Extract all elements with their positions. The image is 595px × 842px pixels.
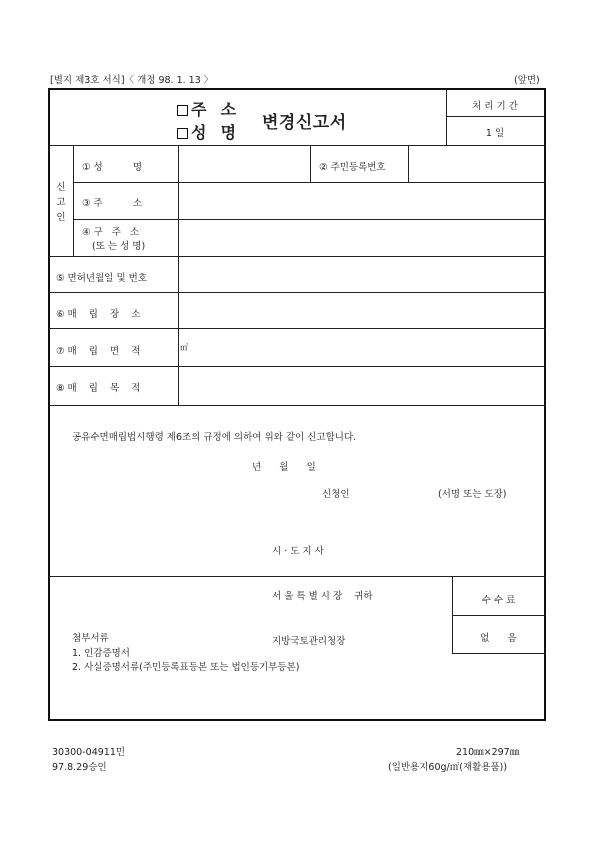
title-option-address: 주 소 [177,97,237,120]
recipients: 시 · 도 지 사 서 울 특 별 시 장 귀하 지방국토관리청장 [272,546,373,647]
address-label: ③ 주 소 [82,198,143,209]
address-field[interactable] [180,184,542,218]
form-title: 변경신고서 [262,113,347,133]
name-field[interactable] [180,147,308,181]
id-value-divider [408,145,409,182]
area-label: ⑦ 매 립 면 적 [56,346,141,357]
sign-note: (서명 또는 도장) [438,489,507,500]
attachment-item: 2. 사실증명서류(주민등록표등본 또는 법인등기부등본) [72,662,300,673]
site-label: ⑥ 매 립 장 소 [56,309,141,320]
old-address-label: ④ 구 주 소 [82,227,140,238]
row-line [49,405,545,406]
paper-type: (일반용지60g/㎡(재활용품)) [388,762,508,773]
proc-row-line [446,116,544,117]
name-id-divider [310,145,311,182]
page-side-label: (앞면) [514,75,540,86]
declaration-text: 공유수면매립법시행령 제6조의 규정에 의하여 위와 같이 신고합니다. [72,432,357,443]
license-label: ⑤ 면허년월일 및 번호 [56,273,147,284]
row-line [49,328,545,329]
processing-period-label: 처 리 기 간 [472,101,518,112]
form-code: 30300-04911민 [52,747,126,758]
site-field[interactable] [180,294,542,327]
row-line [73,219,545,220]
frame-left [48,88,50,720]
frame-top [48,88,546,90]
row-line [49,256,545,257]
title-option-name: 성 명 [177,120,237,143]
row-line [49,366,545,367]
old-address-field[interactable] [180,221,542,255]
title-bottom-line [49,145,545,146]
id-number-label: ② 주민등록번호 [319,162,386,173]
area-unit: ㎡ [180,343,188,352]
license-field[interactable] [180,258,542,291]
attachment-item: 1. 인감증명서 [72,648,130,659]
row-line [49,292,545,293]
row-line [73,182,545,183]
fee-bottom-line [452,653,545,654]
date-line: 년 월 일 [252,462,316,473]
attachments-title: 첨부서류 [72,633,109,644]
id-number-field[interactable] [410,147,542,181]
purpose-label: ⑧ 매 립 목 적 [56,383,141,394]
approval-date: 97.8.29승인 [52,762,107,773]
area-field[interactable] [192,330,542,364]
purpose-field[interactable] [180,368,542,403]
paper-size: 210㎜×297㎜ [456,747,520,758]
old-address-sublabel: (또 는 성 명) [92,241,146,252]
checkbox-icon [177,105,188,116]
frame-bottom [48,719,546,721]
section-line [49,576,545,577]
form-number: [별지 제3호 서식]〈 개정 98. 1. 13 〉 [50,75,214,86]
reporter-divider [73,145,74,256]
applicant-signature-field[interactable] [360,480,436,498]
checkbox-icon [177,128,188,139]
processing-period-value: 1 일 [485,128,505,139]
applicant-label: 신청인 [322,489,350,500]
fee-label: 수 수 료 [481,595,516,606]
name-label: ① 성 명 [82,162,143,173]
fee-row-line [452,615,545,616]
fee-value: 없 음 [480,633,517,644]
reporter-group-label: 신 고 인 [56,182,66,223]
